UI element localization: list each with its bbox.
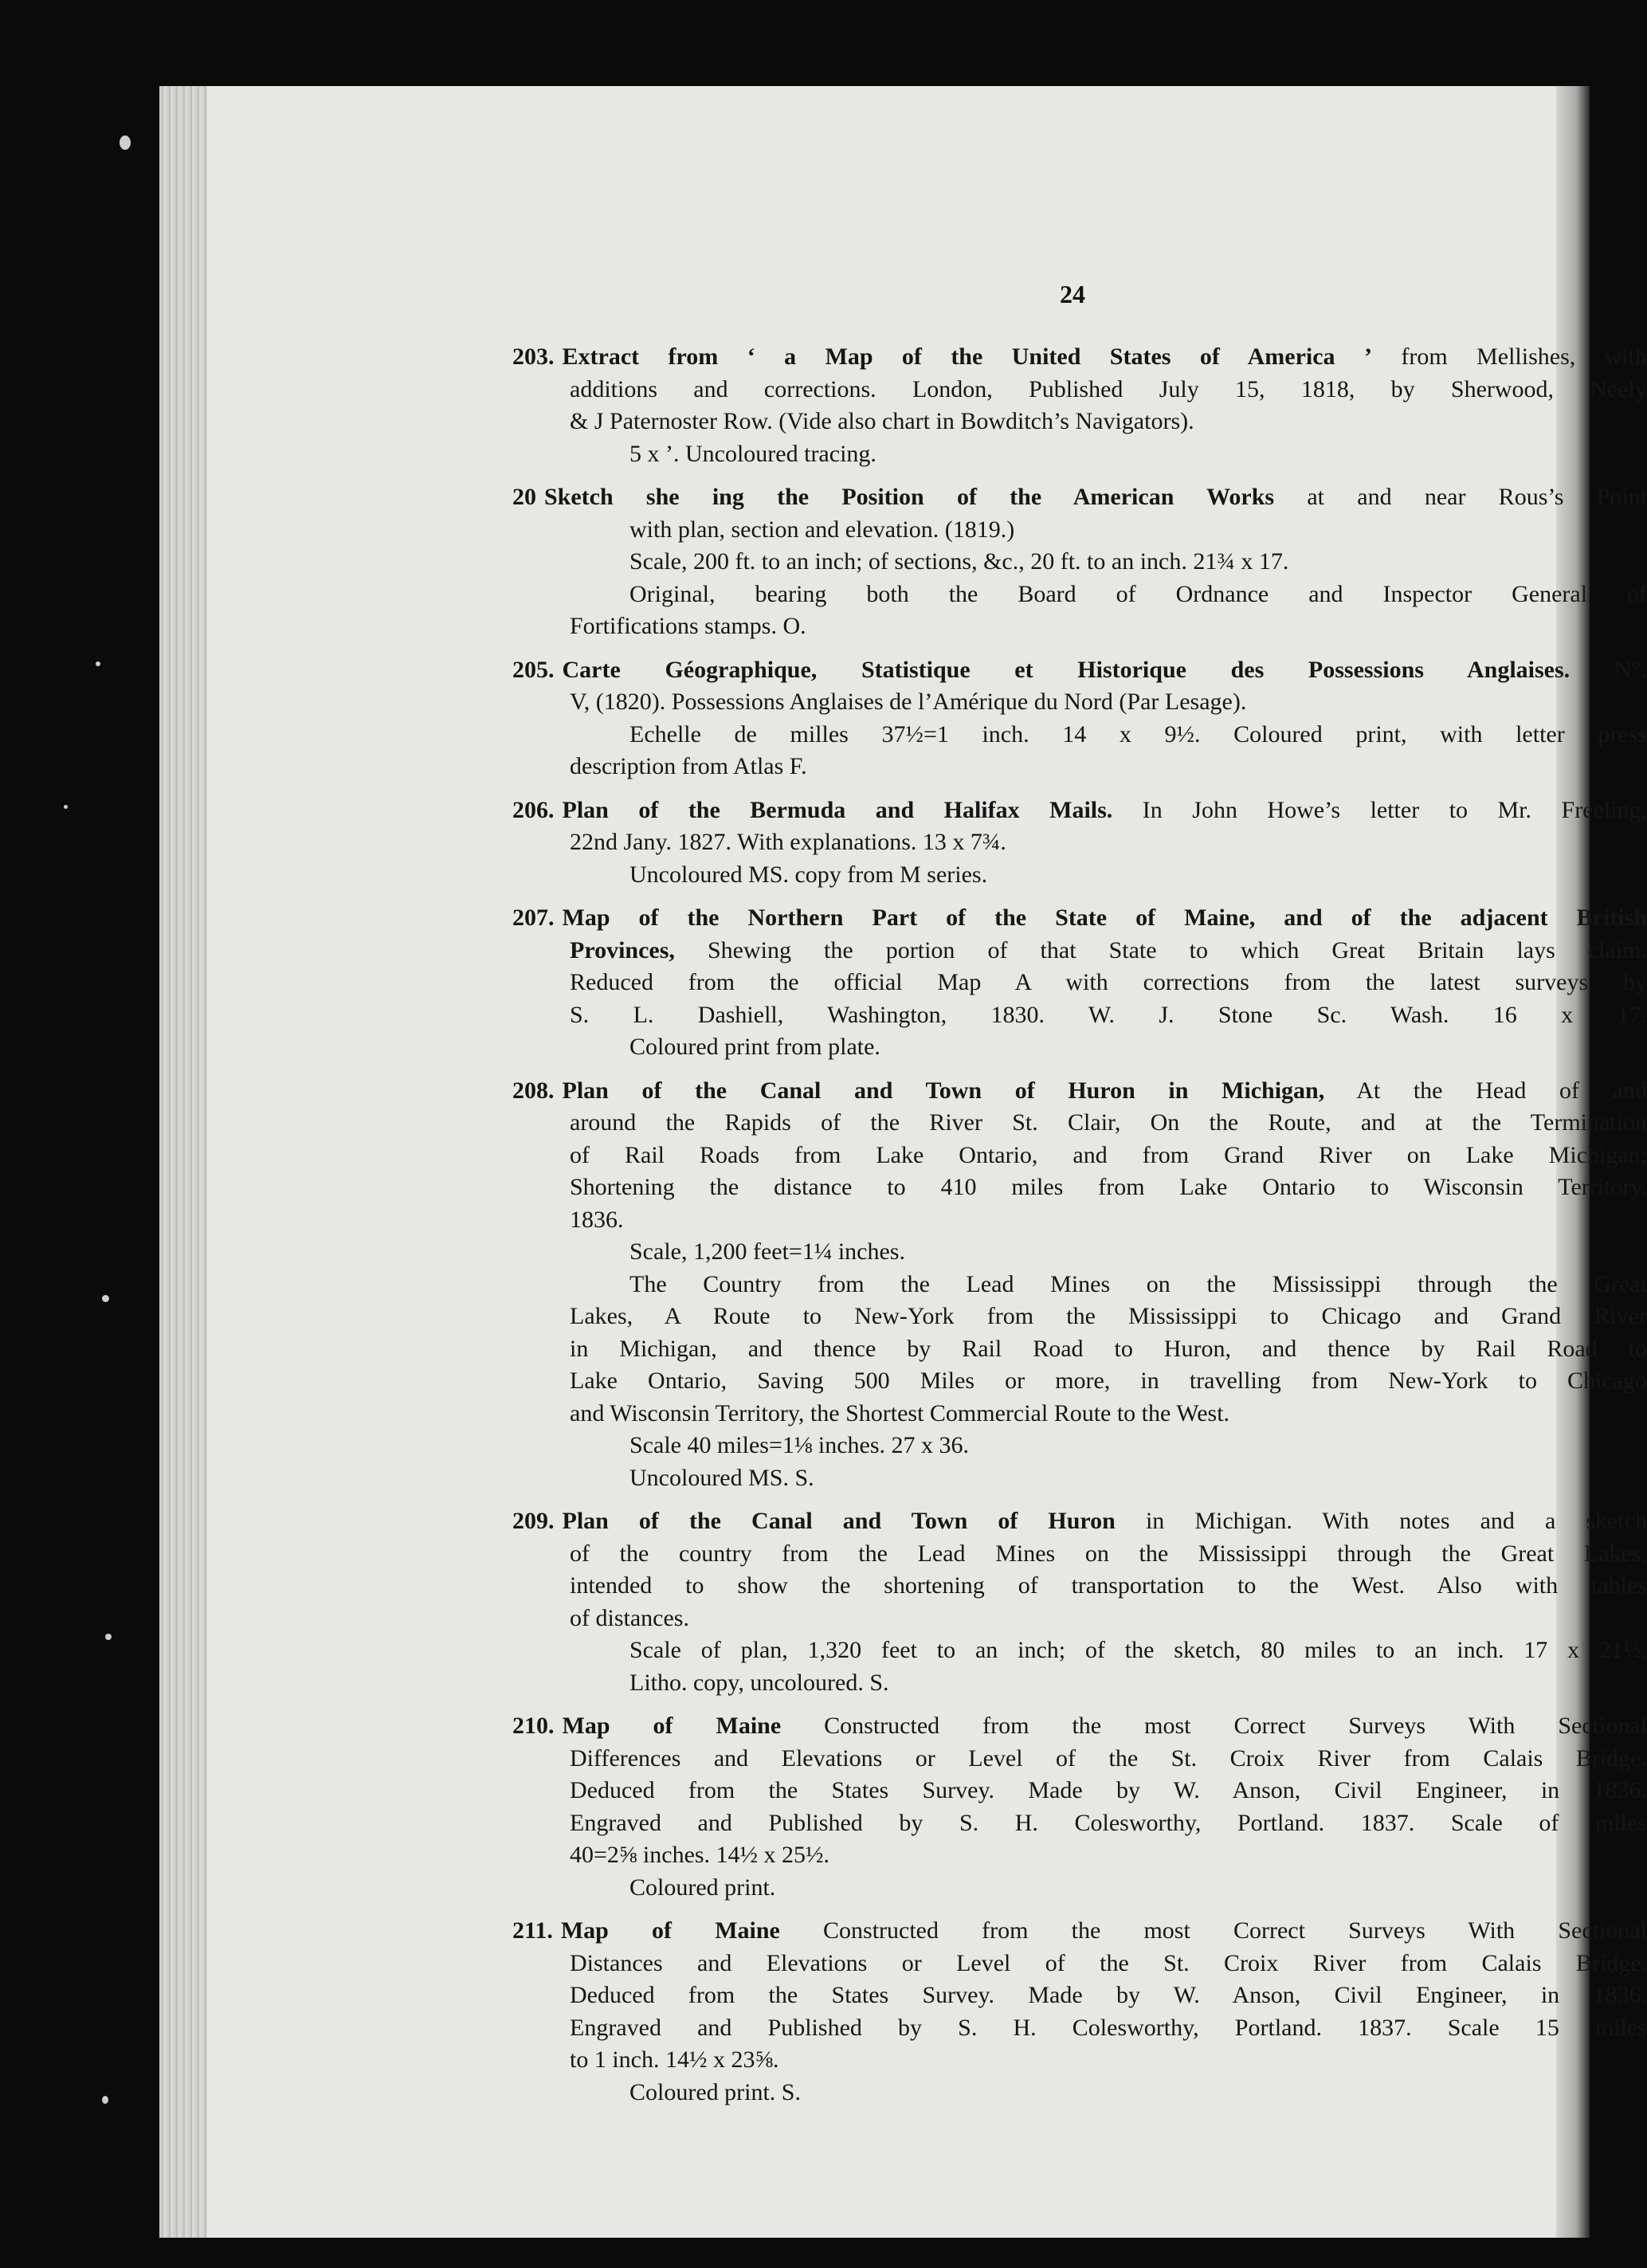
entry-first-line bbox=[512, 654, 1647, 687]
entry-first-line bbox=[512, 1075, 1647, 1108]
entry-text: In John Howe’s letter to Mr. Freeling, bbox=[1112, 796, 1647, 823]
entry-line: 1836. bbox=[570, 1206, 624, 1233]
entry-first-line bbox=[512, 1710, 1647, 1743]
entry-first-line bbox=[512, 1505, 1647, 1538]
entry-line: around the Rapids of the River St. Clair, On the Route, and at the Termination bbox=[570, 1109, 1647, 1136]
entry-line: in Michigan, and thence by Rail Road to Huron, and thence by Rail Road to bbox=[570, 1335, 1647, 1362]
entry-number: 20 bbox=[512, 484, 536, 510]
entry-number: 210. bbox=[512, 1713, 555, 1739]
entry-title: Plan of the Canal and Town of Huron in Michigan, bbox=[562, 1077, 1325, 1104]
entry-line: Lakes, A Route to New-York from the Mississippi to Chicago and Grand River bbox=[570, 1303, 1647, 1329]
entry-text: Constructed from the most Correct Surveys With Sectional bbox=[779, 1917, 1647, 1944]
entry-title: Map of Maine bbox=[562, 1713, 782, 1739]
entry-line: Scale, 1,200 feet=1¼ inches. bbox=[629, 1238, 905, 1265]
catalogue-entry bbox=[512, 1915, 1647, 2109]
catalogue-entry bbox=[512, 654, 1647, 783]
catalogue-entry bbox=[512, 902, 1647, 1064]
entry-line: The Country from the Lead Mines on the Mississippi through the Great bbox=[629, 1270, 1647, 1297]
entry-line: intended to show the shortening of transportation to the West. Also with tables bbox=[570, 1572, 1647, 1599]
entry-line: Engraved and Published by S. H. Colesworthy, Portland. 1837. Scale 15 miles bbox=[570, 2014, 1647, 2041]
page-left-edge bbox=[159, 86, 207, 2238]
entry-number: 209. bbox=[512, 1508, 555, 1534]
entry-line: Coloured print. bbox=[629, 1874, 776, 1901]
entry-text: N°. bbox=[1570, 656, 1647, 683]
scan-speck bbox=[105, 1634, 112, 1640]
catalogue-entry bbox=[512, 341, 1647, 470]
entry-title-continued: Provinces, bbox=[570, 936, 675, 963]
entry-line: Reduced from the official Map A with corrections from the latest surveys by bbox=[570, 969, 1647, 995]
entry-number: 205. bbox=[512, 656, 555, 683]
entry-line: Scale 40 miles=1⅛ inches. 27 x 36. bbox=[629, 1432, 970, 1458]
entry-line: Uncoloured MS. S. bbox=[629, 1464, 814, 1491]
entry-line: 40=2⅝ inches. 14½ x 25½. bbox=[570, 1842, 830, 1868]
page-number: 24 bbox=[1060, 280, 1085, 308]
entry-text: At the Head of and bbox=[1324, 1077, 1647, 1104]
entry-line: Deduced from the States Survey. Made by W. Anson, Civil Engineer, in 1836. bbox=[570, 1777, 1647, 1803]
entry-text: Constructed from the most Correct Surveys With Sectional bbox=[781, 1713, 1647, 1739]
entry-number: 208. bbox=[512, 1077, 555, 1104]
catalogue-entry bbox=[512, 1505, 1647, 1699]
entry-line: Differences and Elevations or Level of the St. Croix River from Calais Bridge. bbox=[570, 1744, 1647, 1772]
entry-line: Litho. copy, uncoloured. S. bbox=[629, 1669, 889, 1696]
catalogue-entry bbox=[512, 1710, 1647, 1904]
entry-title: Plan of the Canal and Town of Huron bbox=[562, 1508, 1116, 1534]
entry-line: Coloured print. S. bbox=[629, 2078, 801, 2105]
entry-line: 22nd Jany. 1827. With explanations. 13 x 7¾. bbox=[570, 829, 1006, 855]
catalogue-entries bbox=[512, 341, 1647, 2120]
scan-speck bbox=[102, 1295, 109, 1302]
entry-first-line bbox=[512, 1915, 1647, 1948]
entry-line: Engraved and Published by S. H. Colesworthy, Portland. 1837. Scale of miles bbox=[570, 1809, 1647, 1836]
entry-text: from Mellishes, with bbox=[1371, 343, 1647, 370]
entry-line: of the country from the Lead Mines on the Mississippi through the Great Lakes, bbox=[570, 1540, 1647, 1567]
entry-title: Map of Maine bbox=[560, 1917, 780, 1944]
entry-line: Original, bearing both the Board of Ordnance and Inspector General of bbox=[629, 580, 1647, 607]
entry-line: description from Atlas F. bbox=[570, 753, 807, 779]
entry-line: with plan, section and elevation. (1819.) bbox=[629, 516, 1015, 543]
entry-line: of distances. bbox=[570, 1604, 689, 1631]
scan-speck bbox=[120, 135, 131, 150]
scan-speck bbox=[102, 2096, 108, 2104]
entry-number: 203. bbox=[512, 343, 555, 370]
entry-line: Lake Ontario, Saving 500 Miles or more, in travelling from New-York to Chicago bbox=[570, 1367, 1647, 1394]
catalogue-entry bbox=[512, 1075, 1647, 1495]
entry-line: Scale, 200 ft. to an inch; of sections, &c., 20 ft. to an inch. 21¾ x 17. bbox=[629, 548, 1289, 575]
entry-line: to 1 inch. 14½ x 23⅝. bbox=[570, 2046, 779, 2073]
entry-line: V, (1820). Possessions Anglaises de l’Amérique du Nord (Par Lesage). bbox=[570, 689, 1247, 715]
scan-speck bbox=[96, 661, 100, 666]
entry-text: Shewing the portion of that State to which Great Britain lays claim. bbox=[674, 936, 1647, 963]
entry-line: additions and corrections. London, Published July 15, 1818, by Sherwood, Neely bbox=[570, 375, 1647, 402]
entry-first-line bbox=[512, 795, 1647, 827]
entry-line bbox=[570, 935, 1647, 967]
entry-number: 207. bbox=[512, 904, 555, 931]
scanned-page bbox=[159, 86, 1647, 2238]
entry-line: & J Paternoster Row. (Vide also chart in Bowditch’s Navigators). bbox=[570, 408, 1194, 434]
entry-title: Sketch she ing the Position of the American Works bbox=[544, 484, 1275, 510]
entry-line: and Wisconsin Territory, the Shortest Commercial Route to the West. bbox=[570, 1399, 1230, 1426]
entry-line: Echelle de milles 37½=1 inch. 14 x 9½. Coloured print, with letter press bbox=[629, 720, 1647, 747]
entry-line: Coloured print from plate. bbox=[629, 1034, 880, 1060]
entry-line: of Rail Roads from Lake Ontario, and from Grand River on Lake Michigan; bbox=[570, 1141, 1647, 1168]
entry-line: 5 x ’. Uncoloured tracing. bbox=[629, 440, 876, 467]
entry-title: Map of the Northern Part of the State of Maine, and of the adjacent British bbox=[562, 904, 1647, 931]
entry-line: Scale of plan, 1,320 feet to an inch; of the sketch, 80 miles to an inch. 17 x 21½. bbox=[629, 1637, 1647, 1663]
entry-number: 206. bbox=[512, 796, 555, 823]
entry-line: Fortifications stamps. O. bbox=[570, 613, 806, 639]
entry-first-line bbox=[512, 902, 1647, 935]
entry-first-line bbox=[512, 341, 1647, 374]
entry-title: Plan of the Bermuda and Halifax Mails. bbox=[562, 796, 1113, 823]
entry-text: at and near Rous’s Point bbox=[1274, 484, 1647, 510]
entry-line: S. L. Dashiell, Washington, 1830. W. J. Stone Sc. Wash. 16 x 17. bbox=[570, 1001, 1647, 1028]
entry-number: 211. bbox=[512, 1917, 553, 1944]
entry-text: in Michigan. With notes and a sketch bbox=[1115, 1508, 1647, 1534]
catalogue-entry bbox=[512, 795, 1647, 892]
entry-first-line bbox=[512, 481, 1647, 514]
entry-line: Deduced from the States Survey. Made by W. Anson, Civil Engineer, in 1836. bbox=[570, 1982, 1647, 2008]
scan-speck bbox=[64, 805, 68, 809]
entry-line: Uncoloured MS. copy from M series. bbox=[629, 861, 988, 888]
catalogue-entry bbox=[512, 481, 1647, 643]
entry-title: Extract from ‘ a Map of the United States of America ’ bbox=[562, 343, 1372, 370]
entry-line: Distances and Elevations or Level of the St. Croix River from Calais Bridge. bbox=[570, 1949, 1647, 1976]
entry-title: Carte Géographique, Statistique et Historique des Possessions Anglaises. bbox=[562, 656, 1571, 683]
entry-line: Shortening the distance to 410 miles from Lake Ontario to Wisconsin Territory. bbox=[570, 1174, 1647, 1200]
